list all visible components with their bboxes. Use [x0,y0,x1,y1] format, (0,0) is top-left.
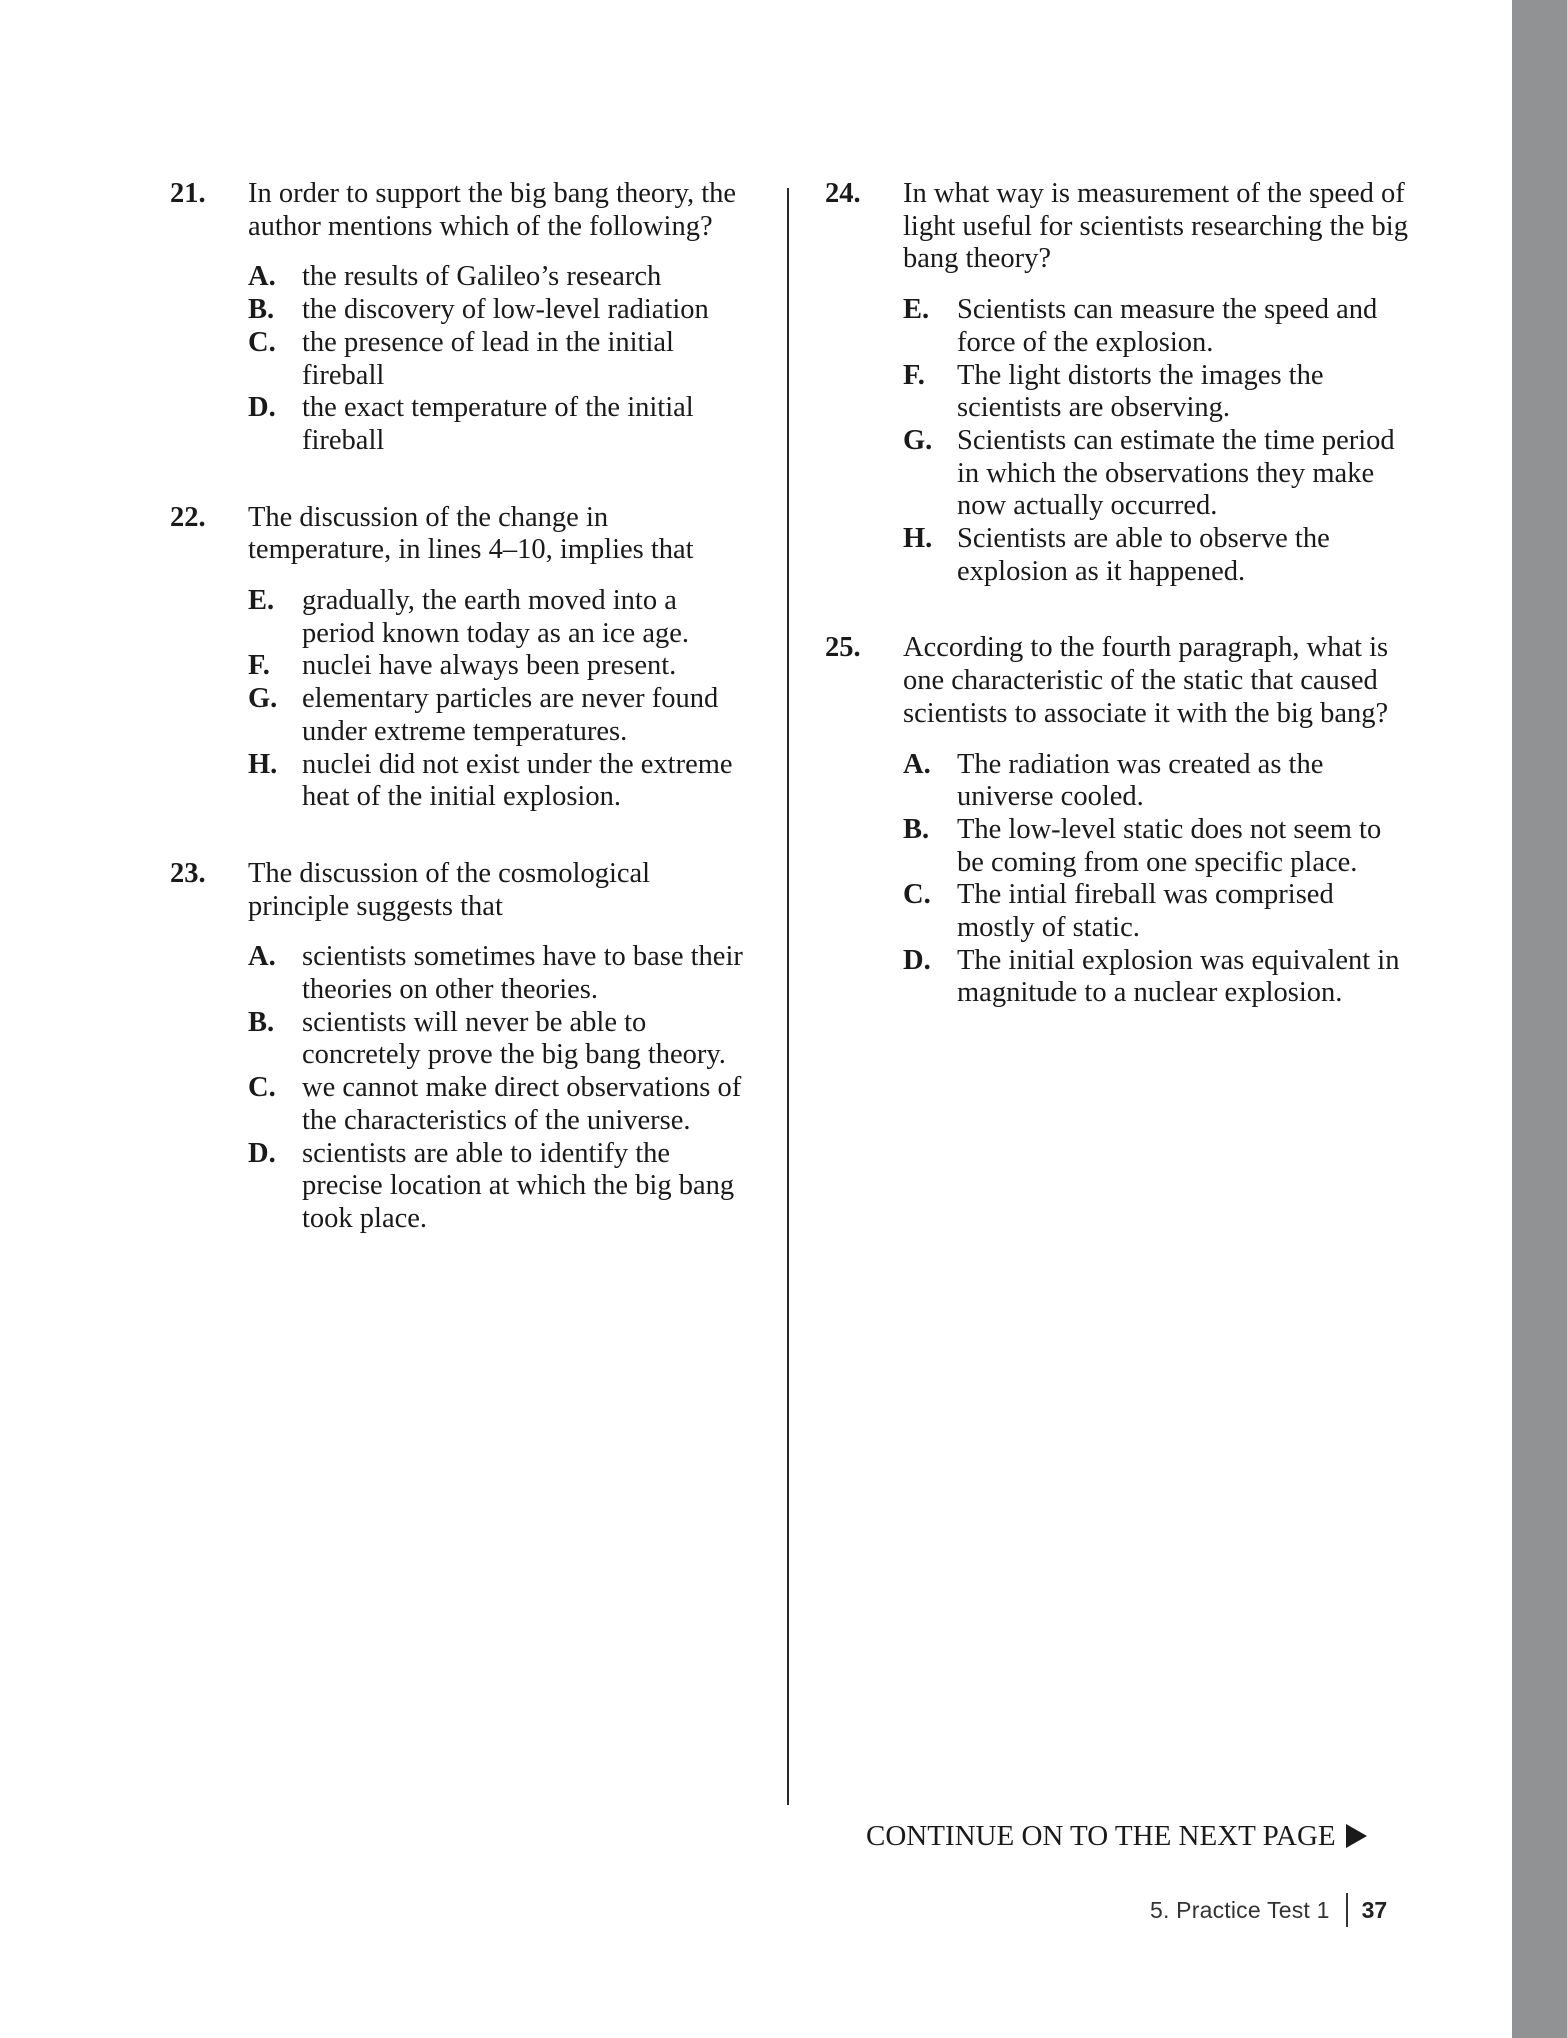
choice-letter: D. [248,392,276,424]
choice-letter: G. [903,424,933,456]
answer-choice[interactable] [903,294,1415,359]
choice-letter: D. [903,944,931,976]
question-stem: In order to support the big bang theory, the author mentions which of the following? [248,178,737,242]
choice-letter: C. [248,1072,276,1104]
question-number: 21. [170,178,206,209]
question-stem: According to the fourth paragraph, what is one characteristic of the static that caused scientists to associate it with the big bang? [903,632,1389,729]
choice-letter: D. [248,1137,276,1169]
column-divider [787,188,789,1805]
choice-letter: H. [903,523,933,555]
choice-letter: C. [248,326,276,358]
answer-choices [903,749,1415,1011]
question-stem: The discussion of the cosmological principle suggests that [248,857,651,922]
answer-choice[interactable] [248,941,750,1006]
choice-text: The light distorts the images the scientists are observing. [957,359,1324,424]
question-number: 24. [825,178,861,209]
question-23 [170,858,750,1236]
right-column [825,178,1415,1054]
page-number: 37 [1361,1896,1388,1923]
answer-choices [248,585,750,814]
answer-choice[interactable] [903,425,1415,523]
question-number: 25. [825,632,861,664]
choice-text: The low-level static does not seem to be coming from one specific place. [957,813,1382,878]
answer-choice[interactable] [248,749,750,814]
choice-text: we cannot make direct observations of the characteristics of the universe. [302,1072,742,1136]
answer-choice[interactable] [248,650,750,683]
choice-letter: E. [903,294,930,326]
answer-choice[interactable] [248,1007,750,1072]
answer-choice[interactable] [903,814,1415,879]
answer-choices [903,294,1415,588]
choice-text: Scientists can estimate the time period in which the observations they make now actually occurred. [957,424,1395,522]
answer-choice[interactable] [248,585,750,650]
choice-letter: F. [248,650,270,682]
answer-choice[interactable] [903,945,1415,1010]
answer-choice[interactable] [903,360,1415,425]
question-number: 22. [170,501,206,533]
continue-notice [866,1818,1367,1854]
choice-text: the presence of lead in the initial fireball [302,326,674,391]
choice-text: the discovery of low-level radiation [302,294,709,326]
answer-choice[interactable] [248,1072,750,1137]
answer-choice[interactable] [248,1138,750,1236]
choice-text: The intial fireball was comprised mostly of static. [957,879,1334,944]
choice-letter: A. [903,748,931,780]
question-stem: The discussion of the change in temperature, in lines 4–10, implies that [248,501,694,566]
choice-text: Scientists can measure the speed and force of the explosion. [957,294,1378,358]
choice-letter: B. [248,294,275,326]
answer-choices [248,261,750,457]
answer-choice[interactable] [248,683,750,748]
footer-divider [1346,1893,1348,1927]
answer-choice[interactable] [248,294,750,327]
left-column [170,178,750,1280]
choice-text: elementary particles are never found under extreme temperatures. [302,683,719,747]
answer-choice[interactable] [903,523,1415,588]
choice-letter: A. [248,261,276,293]
choice-letter: E. [248,585,275,617]
question-number: 23. [170,857,206,889]
choice-text: the results of Galileo’s research [302,261,662,293]
choice-text: nuclei have always been present. [302,650,677,682]
choice-letter: A. [248,941,276,973]
answer-choice[interactable] [248,392,750,457]
choice-text: the exact temperature of the initial fireball [302,392,694,456]
continue-text: CONTINUE ON TO THE NEXT PAGE [866,1820,1336,1852]
page-footer [1150,1890,1387,1930]
choice-text: gradually, the earth moved into a period known today as an ice age. [302,585,689,649]
answer-choice[interactable] [248,327,750,392]
choice-text: The initial explosion was equivalent in magnitude to a nuclear explosion. [957,944,1400,1009]
choice-letter: F. [903,359,925,391]
question-24 [825,178,1415,588]
play-arrow-icon [1346,1824,1367,1848]
choice-letter: B. [903,813,930,845]
choice-letter: H. [248,748,278,780]
choice-letter: C. [903,879,931,911]
answer-choices [248,941,750,1235]
choice-text: scientists will never be able to concretely prove the big bang theory. [302,1006,726,1071]
page-edge-tab [1512,0,1567,2038]
question-stem: In what way is measurement of the speed of light useful for scientists researching the big bang theory? [903,178,1408,275]
choice-text: Scientists are able to observe the explosion as it happened. [957,523,1330,587]
question-25 [825,632,1415,1010]
choice-letter: G. [248,683,278,715]
answer-choice[interactable] [903,879,1415,944]
choice-letter: B. [248,1006,275,1038]
answer-choice[interactable] [903,749,1415,814]
choice-text: scientists are able to identify the precise location at which the big bang took place. [302,1137,735,1234]
choice-text: The radiation was created as the universe cooled. [957,748,1324,813]
question-22 [170,502,750,814]
answer-choice[interactable] [248,261,750,294]
question-21 [170,178,750,458]
choice-text: nuclei did not exist under the extreme heat of the initial explosion. [302,748,733,813]
chapter-label: 5. Practice Test 1 [1150,1896,1330,1923]
choice-text: scientists sometimes have to base their theories on other theories. [302,941,743,1006]
